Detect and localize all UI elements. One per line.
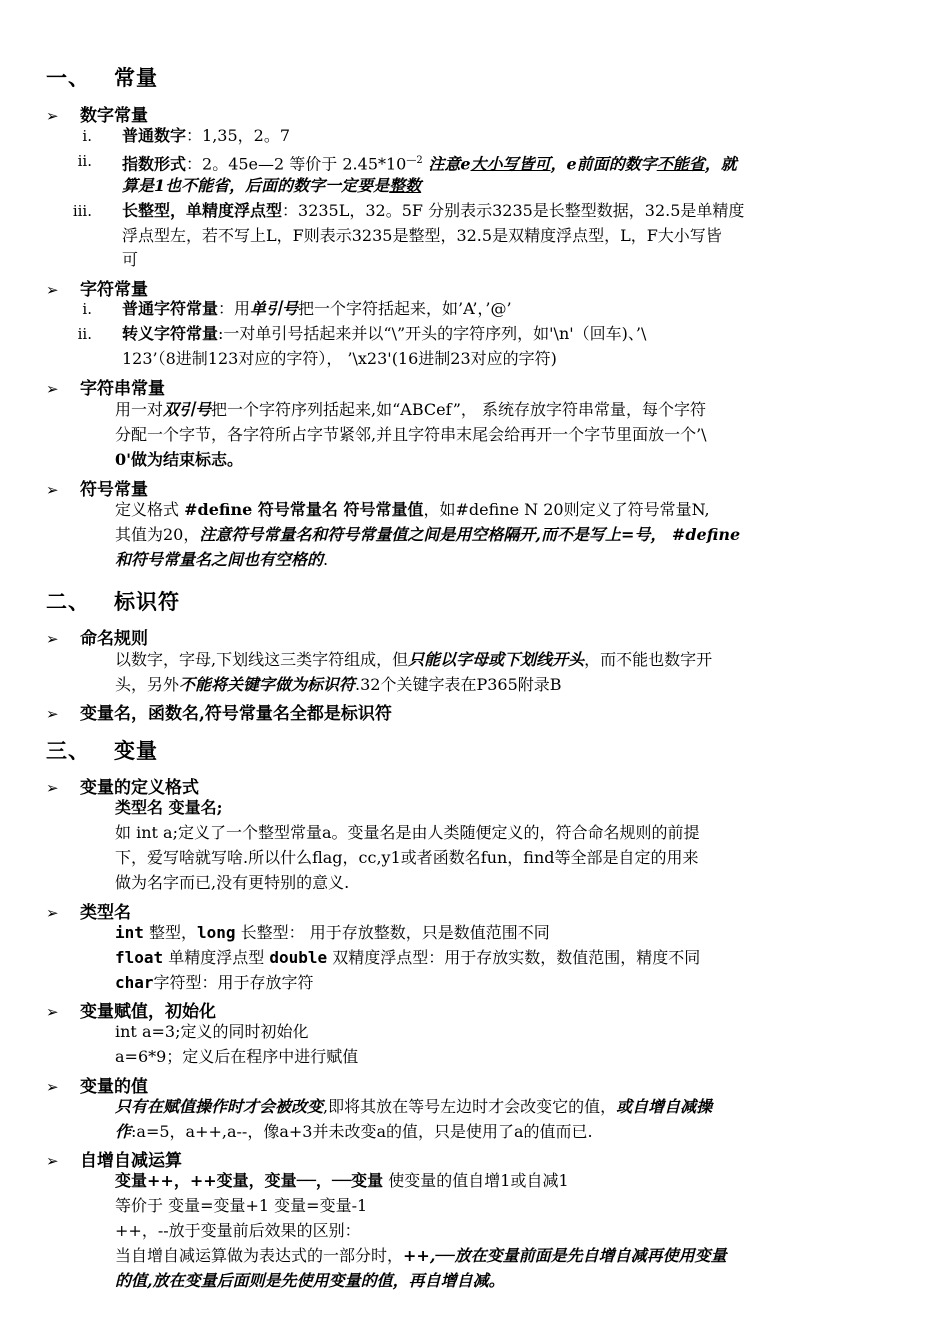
paragraph-line: ++，--放于变量前后效果的区别： [115,1221,361,1240]
bullet-arrow-icon: ➢ [46,779,59,797]
paragraph-line: 只有在赋值操作时才会被改变,即将其放在等号左边时才会改变它的值，或自增自减操 [115,1097,713,1116]
paragraph-line: 用一对双引号把一个字符序列括起来,如“ABCef”， 系统存放字符串常量，每个字符 [115,400,706,419]
subheading-assignment: ➢ 变量赋值，初始化 [46,1002,216,1022]
bullet-arrow-icon: ➢ [46,1152,59,1170]
subheading-numeric-constants: ➢ 数字常量 [46,106,148,126]
section-number: 一、 [46,65,90,90]
subheading-increment-decrement: ➢ 自增自减运算 [46,1151,182,1171]
list-item: 普通数字：1,35，2。7 [122,126,291,145]
list-item-continuation: 浮点型左，若不写上L，F则表示3235是整型，32.5是双精度浮点型，L，F大小写皆 [122,226,722,245]
paragraph-line: 的值,放在变量后面则是先使用变量的值，再自增自减。 [115,1271,505,1290]
section-heading-variables [46,735,158,765]
section-title: 变量 [114,738,158,763]
paragraph-line: 下，爱写啥就写啥.所以什么flag，cc,y1或者函数名fun，find等全部是自定的用来 [115,848,699,867]
list-item: 指数形式：2。45e—2 等价于 $2.45*10^{—2}$ 注意e大小写皆可，e前面的数字不能省，就 [122,154,737,174]
bullet-arrow-icon: ➢ [46,630,59,648]
subheading-type-names: ➢ 类型名 [46,903,131,923]
roman-numeral: iii. [72,202,92,220]
roman-numeral: i. [82,127,92,145]
roman-numeral: ii. [77,325,92,343]
paragraph-line: 和符号常量名之间也有空格的. [115,550,329,569]
subheading-variable-value: ➢ 变量的值 [46,1077,148,1097]
section-title: 常量 [114,65,158,90]
paragraph-line: 定义格式 #define 符号常量名 符号常量值，如#define N 20则定义了符号常量N, [115,500,710,519]
paragraph-line: 如 int a;定义了一个整型常量a。变量名是由人类随便定义的，符合命名规则的前提 [115,823,700,842]
paragraph-line: 等价于 变量=变量+1 变量=变量-1 [115,1196,368,1215]
paragraph-line: float 单精度浮点型 double 双精度浮点型：用于存放实数，数值范围，精度不同 [115,948,701,967]
bullet-arrow-icon: ➢ [46,1003,59,1021]
paragraph-line: 作:a=5，a++,a--，像a+3并未改变a的值，只是使用了a的值而已. [115,1122,593,1141]
section-title: 标识符 [114,589,180,614]
paragraph-line: int 整型，long 长整型： 用于存放整数，只是数值范围不同 [115,923,550,942]
list-item-continuation: 123’（8进制123对应的字符）， ’\x23'(16进制23对应的字符) [122,349,557,368]
list-item: 长整型，单精度浮点型：3235L，32。5F 分别表示3235是长整型数据，32.5是单精度 [122,201,745,220]
bullet-arrow-icon: ➢ [46,107,59,125]
section-heading-identifiers [46,586,180,616]
paragraph-line: 0'做为结束标志。 [115,450,244,469]
section-number: 三、 [46,738,90,763]
paragraph-line: int a=3;定义的同时初始化 [115,1022,309,1041]
paragraph-line: 以数字，字母,下划线这三类字符组成，但只能以字母或下划线开头，而不能也数字开 [115,650,713,669]
subheading-string-constants: ➢ 字符串常量 [46,379,165,399]
bullet-arrow-icon: ➢ [46,481,59,499]
list-item: 普通字符常量：用单引号把一个字符括起来，如’A’，’@’ [122,299,512,318]
subheading-naming-rules: ➢ 命名规则 [46,629,148,649]
paragraph-line: 类型名 变量名; [115,798,223,817]
bullet-arrow-icon: ➢ [46,705,59,723]
list-item: 转义字符常量:一对单引号括起来并以“\”开头的字符序列，如'\n'（回车)、’\ [122,324,647,343]
paragraph-line: a=6*9；定义后在程序中进行赋值 [115,1047,359,1066]
subheading-character-constants: ➢ 字符常量 [46,280,148,300]
bullet-arrow-icon: ➢ [46,281,59,299]
section-heading-constants [46,62,158,92]
bullet-arrow-icon: ➢ [46,1078,59,1096]
paragraph-line: 其值为20，注意符号常量名和符号常量值之间是用空格隔开,而不是写上=号， #define [115,525,741,544]
list-item-continuation: 可 [122,250,139,269]
paragraph-line: 当自增自减运算做为表达式的一部分时，++,──放在变量前面是先自增自减再使用变量 [115,1246,727,1265]
roman-numeral: ii. [77,152,92,170]
roman-numeral: i. [82,300,92,318]
bullet-arrow-icon: ➢ [46,380,59,398]
bullet-arrow-icon: ➢ [46,904,59,922]
paragraph-line: 做为名字而已,没有更特别的意义. [115,873,350,892]
section-number: 二、 [46,589,90,614]
list-item-continuation: 算是1也不能省，后面的数字一定要是整数 [122,176,422,195]
paragraph-line: char字符型：用于存放字符 [115,973,314,992]
paragraph-line: 变量++，++变量，变量──，──变量 使变量的值自增1或自减1 [115,1171,569,1190]
subheading-symbolic-constants: ➢ 符号常量 [46,480,148,500]
subheading-variable-definition: ➢ 变量的定义格式 [46,778,199,798]
subheading-identifier-note: ➢ 变量名，函数名,符号常量名全都是标识符 [46,704,392,724]
paragraph-line: 头，另外不能将关键字做为标识符.32个关键字表在P365附录B [115,675,562,694]
paragraph-line: 分配一个字节，各字符所占字节紧邻,并且字符串末尾会给再开一个字节里面放一个’\ [115,425,707,444]
